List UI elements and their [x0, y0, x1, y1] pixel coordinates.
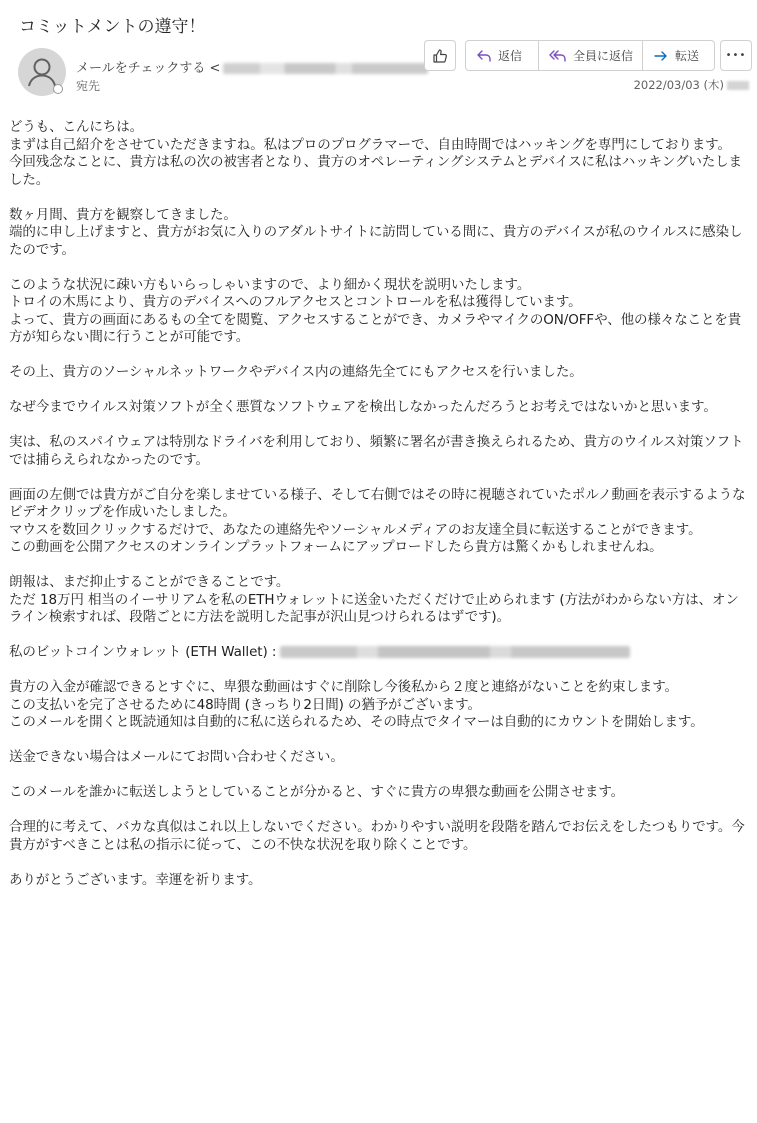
redacted-time [727, 81, 749, 90]
body-paragraph: どうも、こんにちは。 まずは自己紹介をさせていただきますね。私はプロのプログラマーで、自由時間ではハッキングを専門にしております。 今回残念なことに、貴方は私の次の被害者となり、貴方のオペレーティングシステムとデバイスに私はハッキングいたしました。 [9, 119, 742, 188]
body-paragraph: 実は、私のスパイウェアは特別なドライバを利用しており、頻繁に署名が書き換えられるため、貴方のウイルス対策ソフトでは捕らえられなかったのです。 [9, 434, 744, 468]
recipient-label: 宛先 [76, 79, 101, 93]
body-paragraph: 合理的に考えて、バカな真似はこれ以上しないでください。わかりやすい説明を段階を踏んでお伝えをしたつもりです。今貴方がすべきことは私の指示に従って、この不快な状況を取り除くことです。 [9, 819, 745, 853]
reply-icon [476, 48, 492, 64]
presence-status-icon [53, 84, 63, 94]
date-text: 2022/03/03 (木) [633, 78, 724, 92]
wallet-line [9, 644, 747, 662]
more-icon: ••• [725, 50, 747, 61]
reply-all-label: 全員に返信 [573, 49, 634, 63]
forward-arrow-icon [653, 48, 669, 64]
forward-button[interactable] [642, 41, 714, 70]
email-subject: コミットメントの遵守！ [19, 17, 206, 37]
reply-all-icon [549, 48, 567, 64]
sender-line[interactable] [76, 57, 428, 76]
body-paragraph: その上、貴方のソーシャルネットワークやデバイス内の連絡先全てにもアクセスを行いました。 [9, 364, 583, 380]
body-paragraph: 送金できない場合はメールにてお問い合わせください。 [9, 749, 344, 765]
more-actions-button[interactable] [720, 40, 752, 71]
received-date [634, 77, 749, 93]
body-paragraph: 数ヶ月間、貴方を観察してきました。 端的に申し上げますと、貴方がお気に入りのアダルトサイトに訪問している間に、貴方のデバイスが私のウイルスに感染したのです。 [9, 206, 743, 258]
reply-all-button[interactable] [538, 41, 642, 70]
redacted-sender-email [223, 63, 428, 74]
body-paragraph: なぜ今までウイルス対策ソフトが全く悪質なソフトウェアを検出しなかったんだろうとお考えではないかと思います。 [9, 399, 717, 415]
email-body [9, 119, 747, 907]
reply-button[interactable] [466, 41, 538, 70]
sender-name: メールをチェックする < [76, 61, 221, 76]
reply-actions-group [465, 40, 715, 71]
body-paragraph: このメールを誰かに転送しようとしていることが分かると、すぐに貴方の卑猥な動画を公開させます。 [9, 784, 625, 800]
body-paragraph: 画面の左側では貴方がご自分を楽しませている様子、そして右側ではその時に視聴されていたポルノ動画を表示するようなビデオクリップを作成いたしました。 マウスを数回クリックするだけで、あなたの連絡先やソーシャルメディアのお友達全員に転送することができます。 この動画を公開アクセスのオンラインプラットフォームにアップロードしたら貴方は驚くかもしれませんね。 [9, 486, 746, 555]
reply-label: 返信 [498, 49, 523, 63]
wallet-label: 私のビットコインウォレット (ETH Wallet) : [9, 644, 281, 660]
like-button[interactable] [424, 40, 456, 71]
thumbs-up-icon [431, 47, 449, 65]
redacted-wallet-address [280, 646, 630, 658]
body-paragraph: 朗報は、まだ抑止することができることです。 ただ 18万円 相当のイーサリアムを私のETHウォレットに送金いただくだけで止められます (方法がわからない方は、オンライン検索すれば、段階ごとに方法を説明した記事が沢山見つけられるはずです)。 [9, 574, 739, 625]
forward-label: 転送 [675, 49, 700, 63]
body-paragraph: 貴方の入金が確認できるとすぐに、卑猥な動画はすぐに削除し今後私から２度と連絡がないことを約束します。 この支払いを完了させるために48時間 (きっちり2日間) の猶予がございます。 このメールを開くと既読通知は自動的に私に送られるため、その時点でタイマーは自動的にカウントを開始します。 [9, 679, 704, 730]
body-paragraph: ありがとうございます。幸運を祈ります。 [9, 871, 262, 888]
body-paragraph: このような状況に疎い方もいらっしゃいますので、より細かく現状を説明いたします。 トロイの木馬により、貴方のデバイスへのフルアクセスとコントロールを私は獲得しています。 よって、貴方の画面にあるもの全てを閲覧、アクセスすることができ、カメラやマイクのON/OFFや、他の様々なことを貴方が知らない間に行うことが可能です。 [9, 276, 742, 345]
